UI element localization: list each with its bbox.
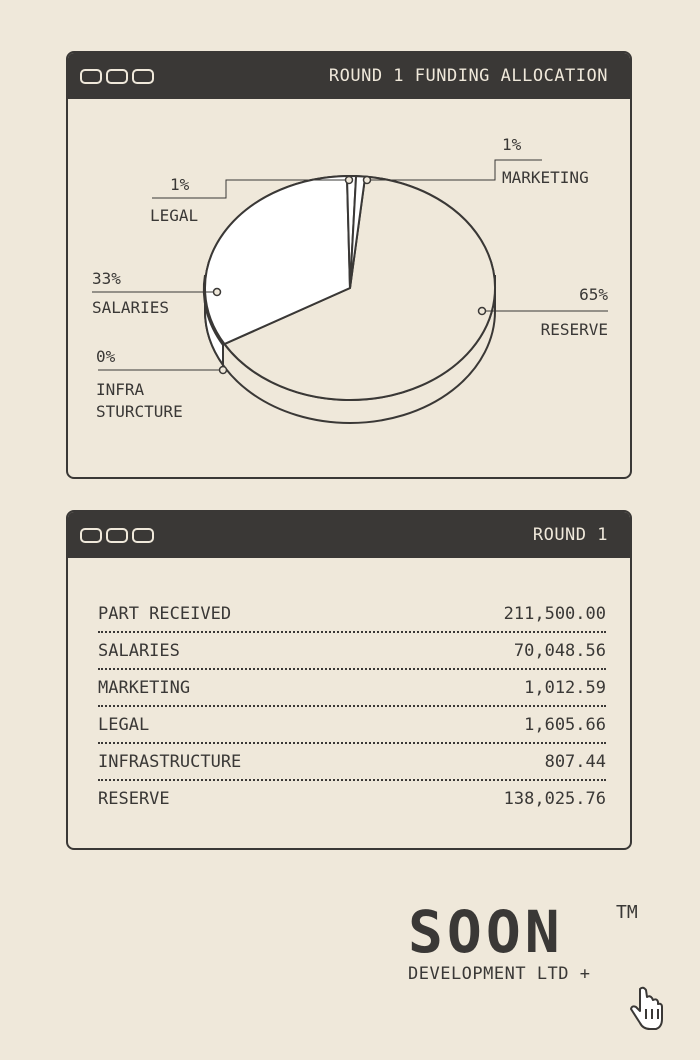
row-value: 1,012.59 <box>524 678 606 698</box>
slice-label-infra-sturcture: STURCTURE <box>96 402 183 421</box>
window-dot-1[interactable] <box>80 69 102 84</box>
anchor-dot-reserve <box>479 308 486 315</box>
chart-window-titlebar <box>68 53 630 99</box>
slice-percent-marketing: 1% <box>502 135 522 154</box>
slice-label-legal: LEGAL <box>150 206 199 225</box>
slice-label-reserve: RESERVE <box>540 320 608 339</box>
slice-label-infra-sturcture: INFRA <box>96 380 145 399</box>
window-controls <box>80 69 154 84</box>
row-label: MARKETING <box>98 678 191 698</box>
anchor-dot-salaries <box>214 289 221 296</box>
table-window-titlebar <box>68 512 630 558</box>
anchor-dot-legal <box>346 177 353 184</box>
table-row <box>98 633 606 670</box>
row-label: SALARIES <box>98 641 180 661</box>
window-dot-2[interactable] <box>106 69 128 84</box>
hand-pointer-icon <box>628 985 668 1033</box>
row-value: 211,500.00 <box>503 604 606 624</box>
row-label: PART RECEIVED <box>98 604 232 624</box>
slice-percent-legal: 1% <box>170 175 190 194</box>
pie-chart <box>68 99 630 477</box>
table-row <box>98 707 606 744</box>
row-label: RESERVE <box>98 789 170 809</box>
chart-window-title: ROUND 1 FUNDING ALLOCATION <box>328 66 608 86</box>
trademark-mark: TM <box>616 902 638 923</box>
slice-label-salaries: SALARIES <box>92 298 170 317</box>
slice-label-marketing: MARKETING <box>502 168 589 187</box>
table-window <box>66 510 632 850</box>
row-value: 138,025.76 <box>503 789 606 809</box>
window-dot-2[interactable] <box>106 528 128 543</box>
row-value: 807.44 <box>544 752 606 772</box>
brand-logo <box>408 898 638 984</box>
window-dot-3[interactable] <box>132 69 154 84</box>
brand-name: SOON <box>408 898 564 966</box>
table-row <box>98 744 606 781</box>
slice-percent-reserve: 65% <box>579 285 608 304</box>
table-row <box>98 781 606 818</box>
allocation-table <box>68 558 630 818</box>
slice-percent-infra-sturcture: 0% <box>96 347 116 366</box>
anchor-dot-marketing <box>364 177 371 184</box>
row-value: 70,048.56 <box>513 641 606 661</box>
row-value: 1,605.66 <box>524 715 606 735</box>
brand-subtitle-text: DEVELOPMENT LTD <box>408 964 570 984</box>
window-dot-1[interactable] <box>80 528 102 543</box>
table-row <box>98 596 606 633</box>
window-controls <box>80 528 154 543</box>
anchor-dot-infra-sturcture <box>220 367 227 374</box>
table-row <box>98 670 606 707</box>
row-label: LEGAL <box>98 715 150 735</box>
row-label: INFRASTRUCTURE <box>98 752 242 772</box>
window-dot-3[interactable] <box>132 528 154 543</box>
brand-subtitle: DEVELOPMENT LTD + <box>408 964 591 984</box>
chart-window <box>66 51 632 479</box>
slice-percent-salaries: 33% <box>92 269 121 288</box>
table-window-title: ROUND 1 <box>532 525 608 545</box>
